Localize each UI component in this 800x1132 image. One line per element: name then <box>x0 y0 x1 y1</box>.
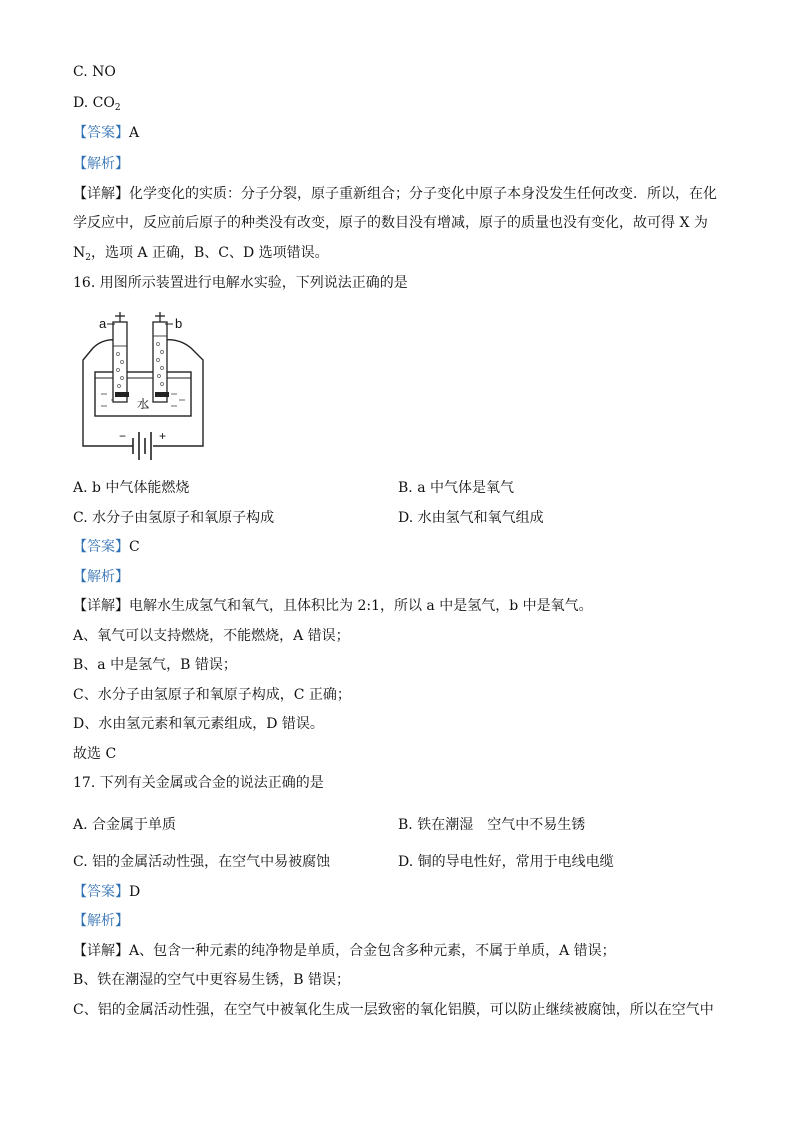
label-a: a <box>99 316 107 331</box>
answer-tag: 【答案】 <box>73 539 129 555</box>
q15-answer: 【答案】A <box>73 125 140 141</box>
q15-analysis-tag: 【解析】 <box>73 156 129 172</box>
q17-stem: 17. 下列有关金属或合金的说法正确的是 <box>73 775 324 791</box>
electrolysis-apparatus-diagram <box>75 308 225 468</box>
q17-option-a: A. 合金属于单质 <box>73 817 177 833</box>
q17-answer: 【答案】D <box>73 884 141 900</box>
detail-tag: 【详解】 <box>73 943 129 959</box>
q17-analysis-tag: 【解析】 <box>73 913 129 929</box>
q16-option-d: D. 水由氢气和氧气组成 <box>398 510 544 526</box>
q16-line-a: A、氧气可以支持燃烧，不能燃烧，A 错误； <box>73 628 350 644</box>
q16-stem: 16. 用图所示装置进行电解水实验，下列说法正确的是 <box>73 275 408 291</box>
answer-tag: 【答案】 <box>73 884 129 900</box>
q17-option-c: C. 铝的金属活动性强，在空气中易被腐蚀 <box>73 854 331 870</box>
q15-option-c: C. NO <box>73 64 116 80</box>
q16-line-c: C、水分子由氢原子和氧原子构成，C 正确； <box>73 687 351 703</box>
q16-option-b: B. a 中气体是氧气 <box>398 480 514 496</box>
detail-tag: 【详解】 <box>73 598 129 614</box>
q15-detail-line-3: $N_2$，选项 A 正确，B、C、D 选项错误。 <box>73 245 329 263</box>
label-plus: + <box>159 429 167 443</box>
answer-tag: 【答案】 <box>73 125 129 141</box>
q16-option-c: C. 水分子由氢原子和氧原子构成 <box>73 510 275 526</box>
q17-line-b: B、铁在潮湿的空气中更容易生锈，B 错误； <box>73 972 351 988</box>
label-b: b <box>175 316 183 331</box>
q16-detail: 【详解】电解水生成氢气和氧气，且体积比为 2:1，所以 a 中是氢气，b 中是氧气。 <box>73 598 593 614</box>
q17-option-d: D. 铜的导电性好，常用于电线电缆 <box>398 854 614 870</box>
detail-tag: 【详解】 <box>73 186 129 202</box>
q17-line-c: C、铝的金属活动性强，在空气中被氧化生成一层致密的氧化铝膜，可以防止继续被腐蚀，所以在空气中 <box>73 1002 714 1018</box>
q16-line-d: D、水由氢元素和氧元素组成，D 错误。 <box>73 716 324 732</box>
q15-detail-line-1: 【详解】化学变化的实质：分子分裂，原子重新组合；分子变化中原子本身没发生任何改变．所以，在化 <box>73 186 717 202</box>
q16-option-a: A. b 中气体能燃烧 <box>73 480 190 496</box>
q17-option-b: B. 铁在潮湿 空气中不易生锈 <box>398 817 586 833</box>
q16-analysis-tag: 【解析】 <box>73 569 129 585</box>
label-water: 水 <box>137 397 150 411</box>
q15-detail-line-2: 学反应中，反应前后原子的种类没有改变，原子的数目没有增减，原子的质量也没有变化，故可得 X 为 <box>73 215 708 231</box>
q16-line-b: B、a 中是氢气，B 错误； <box>73 657 237 673</box>
q15-option-d: D. $CO_2$ <box>73 95 121 113</box>
q16-answer: 【答案】C <box>73 539 140 555</box>
q17-detail: 【详解】A、包含一种元素的纯净物是单质，合金包含多种元素，不属于单质，A 错误； <box>73 943 616 959</box>
q16-conclusion: 故选 C <box>73 746 117 762</box>
label-minus: − <box>119 429 127 443</box>
